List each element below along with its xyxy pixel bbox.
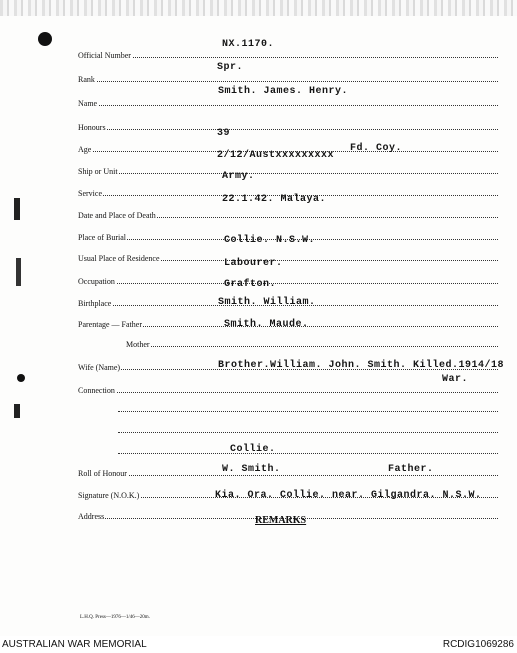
official-number-label: Official Number	[78, 51, 131, 60]
scan-mark	[14, 198, 20, 220]
honours-label: Honours	[78, 123, 106, 132]
birthplace-label: Birthplace	[78, 299, 112, 308]
archive-footer	[0, 637, 517, 653]
official-number-row	[78, 42, 498, 60]
ship-or-unit-extra: Fd. Coy.	[350, 143, 403, 154]
rank-value: Spr.	[217, 62, 244, 73]
rank-label: Rank	[78, 75, 95, 84]
scan-mark	[16, 258, 21, 286]
death-label: Date and Place of Death	[78, 211, 156, 220]
blank-line	[118, 438, 498, 456]
connection-value-line2: War.	[442, 374, 469, 385]
occupation-value: Labourer.	[224, 258, 283, 269]
footer-institution: AUSTRALIAN WAR MEMORIAL	[2, 639, 147, 650]
ship-or-unit-label: Ship or Unit	[78, 167, 118, 176]
scan-mark	[14, 404, 20, 418]
connection-value-line1: Brother.William. John. Smith. Killed.1914/18	[218, 360, 505, 371]
connection-row	[78, 377, 498, 395]
death-value: 22.1.42. Malaya.	[222, 194, 327, 205]
father-label: Parentage — Father	[78, 320, 142, 329]
burial-label: Place of Burial	[78, 233, 126, 242]
address-value: Kia. Ora. Collie. near. Gilgandra. N.S.W.	[215, 490, 482, 501]
service-value: Army.	[222, 171, 255, 182]
service-label: Service	[78, 189, 102, 198]
address-label: Address	[78, 512, 105, 521]
official-number-value: NX.1170.	[222, 39, 275, 50]
residence-row	[78, 245, 498, 263]
roll-of-honour-row	[78, 460, 498, 478]
residence-label: Usual Place of Residence	[78, 254, 160, 263]
name-label: Name	[78, 99, 98, 108]
printer-imprint: L.H.Q. Press—1976—1/46—20m.	[80, 615, 150, 620]
ship-or-unit-value: 2/12/Austxxxxxxxxx	[217, 150, 335, 161]
signature-label: Signature (N.O.K.)	[78, 491, 140, 500]
name-value: Smith. James. Henry.	[218, 86, 349, 97]
blank-line	[118, 417, 498, 435]
roll-of-honour-label: Roll of Honour	[78, 469, 127, 478]
age-label: Age	[78, 145, 92, 154]
honours-row	[78, 114, 498, 132]
scan-edge	[0, 0, 517, 16]
wife-label: Wife (Name)	[78, 363, 121, 372]
signature-relation: Father.	[388, 464, 434, 475]
punch-hole	[17, 374, 25, 382]
signature-value: W. Smith.	[222, 464, 281, 475]
rank-row	[78, 66, 498, 84]
blank-line	[118, 396, 498, 414]
occupation-row	[78, 268, 498, 286]
remarks-heading: REMARKS	[255, 515, 307, 526]
birthplace-value: Grafton.	[224, 279, 277, 290]
mother-value: Smith. Maude.	[224, 319, 309, 330]
roll-of-honour-value: Collie.	[230, 444, 276, 455]
age-value: 39	[217, 128, 231, 139]
punch-hole	[38, 32, 52, 46]
connection-label: Connection	[78, 386, 115, 395]
residence-value: Collie. N.S.W.	[224, 235, 316, 246]
mother-label: Mother	[126, 340, 150, 349]
mother-row	[78, 331, 498, 349]
footer-record-id: RCDIG1069286	[442, 639, 514, 650]
occupation-label: Occupation	[78, 277, 115, 286]
father-value: Smith. William.	[218, 297, 316, 308]
